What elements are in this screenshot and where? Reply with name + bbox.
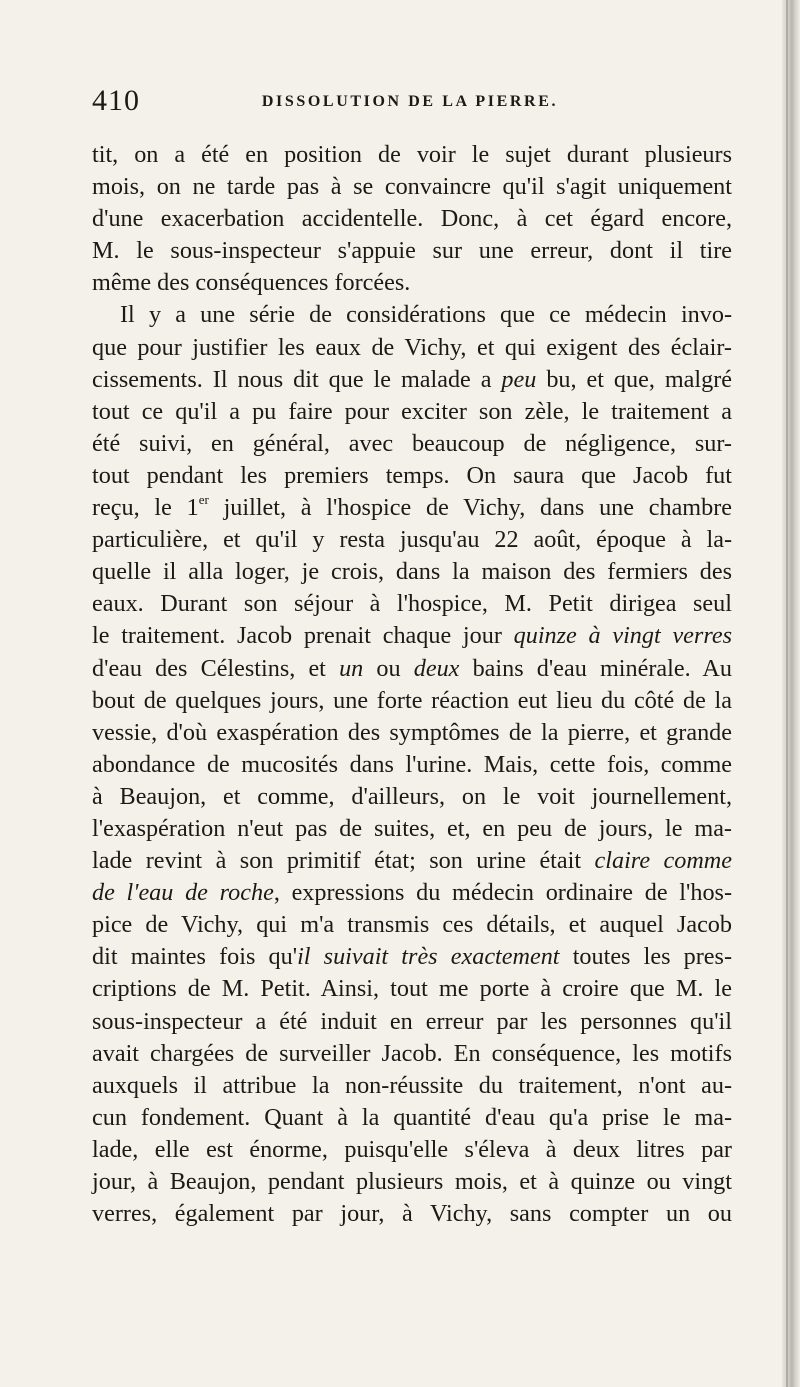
text-line [92, 460, 732, 492]
text-line [92, 556, 732, 588]
text-run: , expressions du médecin ordinaire de l'hos- [273, 879, 733, 907]
text-run: pice de Vichy, qui m'a transmis ces détails, et auquel Jacob [92, 911, 732, 939]
text-run: mois, on ne tarde pas à se convaincre qu'il s'agit uniquement [92, 173, 732, 201]
text-line [92, 1102, 732, 1134]
italic-phrase: peu [501, 365, 537, 393]
text-line [92, 1006, 732, 1038]
text-run: bout de quelques jours, une forte réaction eut lieu du côté de la [92, 686, 732, 714]
text-run: cun fondement. Quant à la quantité d'eau qu'a prise le ma- [92, 1103, 732, 1131]
text-run: avait chargées de surveiller Jacob. En conséquence, les motifs [92, 1039, 732, 1067]
text-run: été suivi, en général, avec beaucoup de négligence, sur- [92, 429, 732, 457]
text-run: d'une exacerbation accidentelle. Donc, à cet égard encore, [92, 205, 732, 233]
italic-phrase: de l'eau de roche [92, 879, 274, 907]
text-line [92, 524, 732, 556]
body-text [92, 139, 732, 1230]
text-line [92, 235, 732, 267]
text-line [92, 909, 732, 941]
text-run: sous-inspecteur a été induit en erreur par les personnes qu'il [92, 1007, 732, 1035]
italic-phrase: quinze à vingt verres [513, 622, 732, 650]
text-line [92, 973, 732, 1005]
text-run: lade revint à son primitif état; son urine était [92, 847, 595, 875]
text-line [92, 1166, 732, 1198]
text-line [92, 428, 732, 460]
text-run: verres, également par jour, à Vichy, sans compter un ou [92, 1200, 732, 1228]
text-run: vessie, d'où exaspération des symptômes de la pierre, et grande [92, 718, 732, 746]
text-run: tout ce qu'il a pu faire pour exciter son zèle, le traitement a [92, 397, 732, 425]
text-run: que pour justifier les eaux de Vichy, et qui exigent des éclair- [92, 333, 732, 361]
text-run: criptions de M. Petit. Ainsi, tout me porte à croire que M. le [92, 975, 732, 1003]
text-run: d'eau des Célestins, et [92, 654, 340, 682]
page-number: 410 [92, 84, 140, 117]
page-edge-line [786, 0, 788, 1387]
italic-phrase: claire comme [594, 847, 732, 875]
text-run: quelle il alla loger, je crois, dans la maison des fermiers des [92, 558, 732, 586]
text-run: cissements. Il nous dit que le malade a [92, 365, 502, 393]
text-run: bu, et que, malgré [536, 365, 732, 393]
text-line [92, 749, 732, 781]
text-run: le traitement. Jacob prenait chaque jour [92, 622, 514, 650]
text-line [92, 1038, 732, 1070]
text-line [92, 299, 732, 331]
text-line [92, 171, 732, 203]
text-run: juillet, à l'hospice de Vichy, dans une chambre [208, 494, 732, 522]
text-run: particulière, et qu'il y resta jusqu'au 22 août, époque à la- [92, 526, 732, 554]
text-line [92, 588, 732, 620]
superscript: er [198, 491, 209, 507]
page-gutter-shadow [782, 0, 800, 1387]
text-line [92, 203, 732, 235]
text-run: eaux. Durant son séjour à l'hospice, M. Petit dirigea seul [92, 590, 732, 618]
text-run: reçu, le 1 [92, 494, 199, 522]
text-line [92, 364, 732, 396]
text-line [92, 492, 732, 524]
text-run: abondance de mucosités dans l'urine. Mais, cette fois, comme [92, 750, 732, 778]
text-line [92, 396, 732, 428]
text-run: bains d'eau minérale. Au [459, 654, 732, 682]
text-run: Il y a une série de considérations que ce médecin invo- [120, 301, 732, 329]
text-run: lade, elle est énorme, puisqu'elle s'éleva à deux litres par [92, 1135, 732, 1163]
running-head: DISSOLUTION DE LA PIERRE. [261, 93, 559, 110]
text-run: tit, on a été en position de voir le sujet durant plusieurs [92, 141, 732, 168]
text-line [92, 653, 732, 685]
text-line [92, 717, 732, 749]
italic-phrase: deux [413, 654, 460, 682]
text-run: auxquels il attribue la non-réussite du traitement, n'ont au- [92, 1071, 732, 1099]
text-line [92, 267, 732, 299]
text-line [92, 620, 732, 652]
italic-phrase: il suivait très exactement [297, 943, 560, 971]
text-run: tout pendant les premiers temps. On saura que Jacob fut [92, 461, 732, 489]
text-run: même des conséquences forcées. [92, 269, 411, 297]
text-line [92, 139, 732, 171]
text-line [92, 941, 732, 973]
text-line [92, 845, 732, 877]
text-run: dit maintes fois qu' [92, 943, 298, 971]
italic-phrase: un [339, 654, 364, 682]
text-line [92, 1070, 732, 1102]
text-line [92, 1198, 732, 1230]
text-line [92, 685, 732, 717]
text-line [92, 1134, 732, 1166]
text-line [92, 332, 732, 364]
text-run: l'exaspération n'eut pas de suites, et, en peu de jours, le ma- [92, 814, 732, 842]
text-run: M. le sous-inspecteur s'appuie sur une erreur, dont il tire [92, 237, 732, 265]
text-run: à Beaujon, et comme, d'ailleurs, on le voit journellement, [92, 782, 732, 810]
text-run: toutes les pres- [559, 943, 732, 971]
text-run: ou [363, 654, 414, 682]
text-run: jour, à Beaujon, pendant plusieurs mois, et à quinze ou vingt [92, 1168, 732, 1195]
text-line [92, 781, 732, 813]
text-line [92, 813, 732, 845]
text-line [92, 877, 732, 909]
page-header [92, 84, 732, 124]
